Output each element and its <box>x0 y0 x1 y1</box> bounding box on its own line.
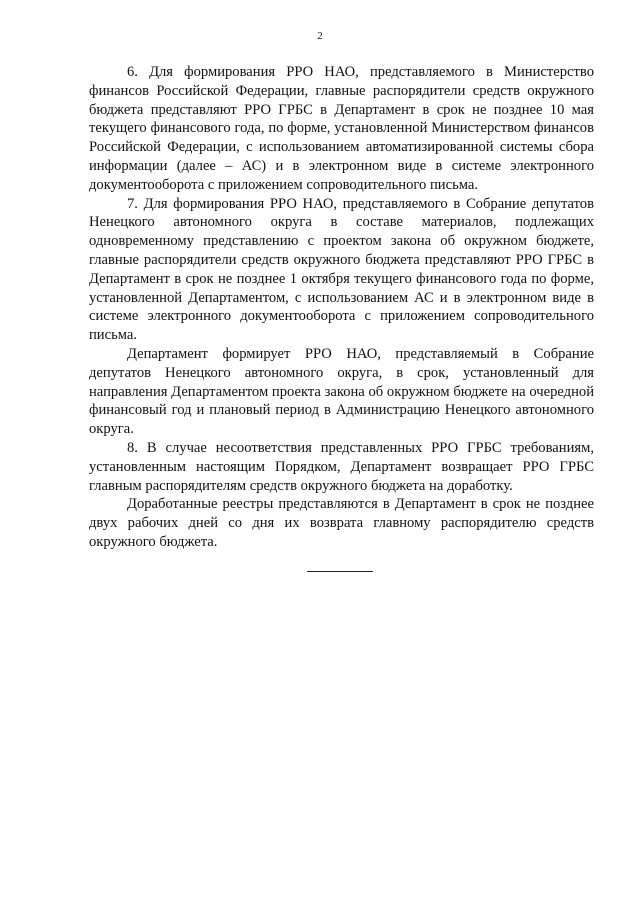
paragraph-7: 7. Для формирования РРО НАО, представляемого в Собрание депутатов Ненецкого автономного округа в составе материалов, подлежащих одновременному представлению с проектом закона об окружном бюджете, главные распорядители средств окружного бюджета представляют РРО ГРБС в Департамент в срок не позднее 1 октября текущего финансового года по форме, установленной Департаментом, с использованием АС и в электронном виде в системе электронного документооборота с приложением сопроводительного письма. <box>89 195 594 344</box>
document-end-divider <box>307 571 373 572</box>
page-number: 2 <box>317 30 323 42</box>
paragraph-7-continuation: Департамент формирует РРО НАО, представляемый в Собрание депутатов Ненецкого автономного округа, в срок, установленный для направления Департаментом проекта закона об окружном бюджете на очередной финансовый год и плановый период в Администрацию Ненецкого автономного округа. <box>89 345 594 438</box>
paragraph-6: 6. Для формирования РРО НАО, представляемого в Министерство финансов Российской Федерации, главные распорядители средств окружного бюджета представляют РРО ГРБС в Департамент в срок не позднее 10 мая текущего финансового года, по форме, установленной Министерством финансов Российской Федерации, с использованием автоматизированной системы сбора информации (далее – АС) и в электронном виде в системе электронного документооборота с приложением сопроводительного письма. <box>89 64 594 193</box>
paragraph-8-continuation: Доработанные реестры представляются в Департамент в срок не позднее двух рабочих дней со дня их возврата главному распорядителю средств окружного бюджета. <box>89 496 594 550</box>
paragraph-8: 8. В случае несоответствия представленных РРО ГРБС требованиям, установленным настоящим Порядком, Департамент возвращает РРО ГРБС главным распорядителям средств окружного бюджета на доработку. <box>89 439 594 494</box>
document-body <box>89 63 594 552</box>
